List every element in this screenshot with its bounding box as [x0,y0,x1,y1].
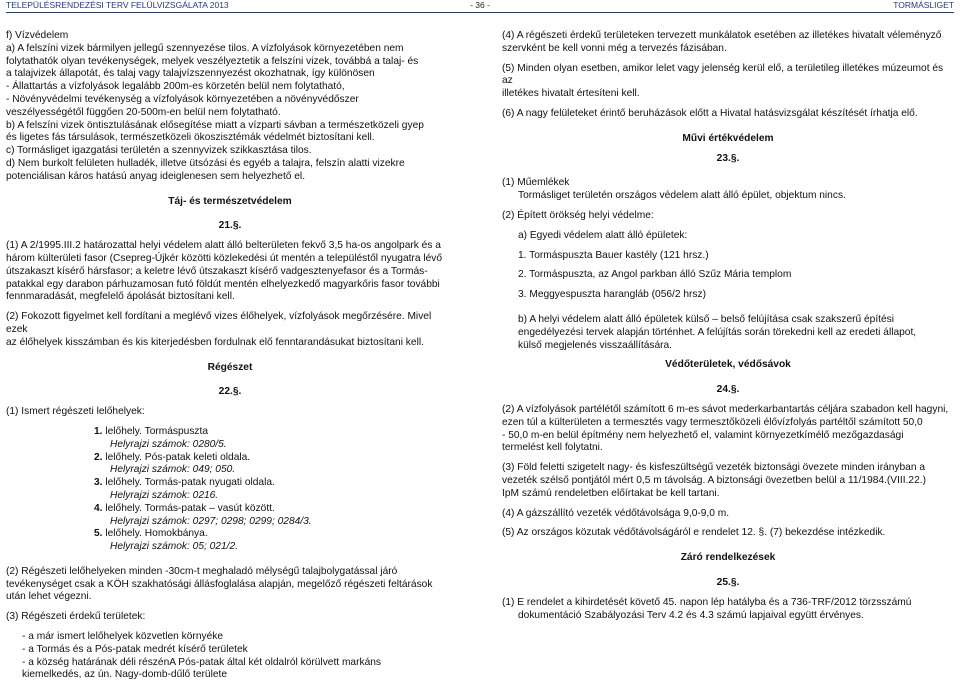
interest-area-item: - a Tormás és a Pós-patak medrét kísérő területek [22,643,248,655]
monuments-line: Tormásliget területén országos védelem alatt álló épület, objektum nincs. [518,190,846,202]
site-plots: Helyrajzi számok: 0280/5. [110,438,227,450]
para-1-line: három külterületi fasor (Csepreg-Újkér közötti közlekedési út mentén a településtől nyugatra lévő [6,252,443,264]
para-a-dash-item: veszélyességétől függően 20-500m-en belül nem folytatható. [6,106,281,118]
header-page-number: - 36 - [470,0,490,10]
section-title-final-provisions: Záró rendelkezések [680,552,776,564]
para-1-line: útszakaszt kísérő hársfasor; a keletre lévő útszakaszt kísérő vadgesztenyefasor és a Tormás- [6,265,428,277]
section-number-21: 21.§. [218,220,242,232]
section-number-25: 25.§. [716,576,740,588]
protected-building: 3. Meggyespuszta harangláb (056/2 hrsz) [518,289,707,301]
para-2b-line: b) A helyi védelem alatt álló épületek külső – belső felújítása csak szakszerű építési [518,313,895,325]
para-1-line: fennmaradását, megfelelő ápolását biztosítani kell. [6,291,235,303]
site-item [94,426,454,439]
para-b-line: és ligetes fás társulások, természetközeli ökoszisztémák védelmét biztosítani kell. [6,132,375,144]
para-a-line: a) A felszíni vizek bármilyen jellegű szennyezése tilos. A vízfolyások környezetében nem [6,42,404,54]
site-plots: Helyrajzi számok: 0216. [110,489,219,501]
site-item [94,452,454,465]
section-title-protection-zones: Védőterületek, védősávok [665,359,791,371]
para-v5-line: (5) Az országos közutak védőtávolságáról e rendelet 12. §. (7) bekezdése intézkedik. [502,527,886,539]
interest-area-item: kiemelkedés, az ún. Nagy-domb-dűlő területe [22,669,227,681]
site-name: lelőhely. Homokbánya. [105,528,208,540]
site-number: 3. [94,477,103,489]
para-a-dash-item: - Állattartás a vízfolyások legalább 200m-es körzetén belül nem folytatható, [6,81,345,93]
local-protection-label: (2) Épített örökség helyi védelme: [502,209,654,221]
site-list [6,426,454,554]
para-v2-line: termelést kell folytatni. [502,442,603,454]
para-2-line: az élőhelyek kisszámban és kis kiterjedésben fordulnak elő fenntarandásukat biztosítani kell. [6,336,424,348]
site-item [94,477,454,490]
para-v2-line: ezen túl a külterületen a termesztés vagy termesztőközeli élővízfolyás partéltől számított 50,0 [502,416,923,428]
para-b-line: b) A felszíni vizek öntisztulásának elősegítése miatt a vízparti sávban a természetközeli gyep [6,119,424,131]
para-d-line: potenciálisan káros hatású anyag ideiglenesen sem helyezhető el. [6,170,306,182]
site-plots: Helyrajzi számok: 05; 021/2. [110,541,238,553]
section-number-24: 24.§. [716,384,740,396]
para-a-line: folytathatók olyan tevékenységek, melyek veszélyeztetik a felszíni vizek, továbbá a talaj- és [6,55,419,67]
protected-buildings-label: a) Egyedi védelem alatt álló épületek: [518,229,688,241]
para-v3-line: vezeték szélső pontjától mért 0,5 m távolság. A biztonsági övezetben belül a 11/1984.(VIII.22.) [502,474,926,486]
site-plots: Helyrajzi számok: 049; 050. [110,464,236,476]
site-name: lelőhely. Tormás-patak – vasút között. [105,502,275,514]
para-z1-line: (1) E rendelet a kihirdetését követő 45. napon lép hatályba és a 736-TRF/2012 törzsszámú [502,596,912,608]
para-d-line: d) Nem burkolt felületen hulladék, illetve ütsózási és egyéb a talajra, felszín alatti vizekre [6,157,405,169]
site-name: lelőhely. Tormáspuszta [105,425,209,437]
para-c-line: c) Tormásliget igazgatási területén a szennyvizek szikkasztása tilos. [6,145,312,157]
subsection-water-protection: f) Vízvédelem [6,30,69,41]
header-document-title: TELEPÜLÉSRENDEZÉSI TERV FELÜLVIZSGÁLATA 2013 [6,0,229,10]
site-number: 1. [94,425,103,437]
section-title-landscape: Táj- és természetvédelem [168,195,292,207]
left-column [6,30,454,682]
para-2b-line: külső megjelenés visszaállítására. [518,339,673,351]
known-sites-label: (1) Ismert régészeti lelőhelyek: [6,406,145,418]
para-a-dash-item: - Növényvédelmi tevékenység a vízfolyások környezetében a növényvédőszer [6,93,359,105]
para-sites2-line: után lehet végezni. [6,591,92,603]
interest-area-item: - a már ismert lelőhelyek közvetlen környéke [22,631,223,643]
para-5-line: illetékes hivatalt értesíteni kell. [502,88,640,100]
para-v3-line: (3) Föld feletti szigetelt nagy- és kisfeszültségű vezeték biztonsági övezete minden irányban a [502,462,926,474]
para-6-line: (6) A nagy felületeket érintő beruházások előtt a Hivatal hatásvizsgálat készítését írhatja elő. [502,107,918,119]
para-1-line: (1) A 2/1995.III.2 határozattal helyi védelem alatt álló belterületen fekvő 3,5 ha-os angolpark és a [6,240,441,252]
protected-building: 1. Tormáspuszta Bauer kastély (121 hrsz.) [518,249,709,261]
section-number-23: 23.§. [716,152,740,164]
protected-building: 2. Tormáspuszta, az Angol parkban álló Szűz Mária templom [518,269,792,281]
site-name: lelőhely. Tormás-patak nyugati oldala. [105,477,275,489]
site-number: 4. [94,502,103,514]
right-column [502,30,954,622]
para-v2-line: (2) A vízfolyások partélétől számított 6 m-es sávot mederkarbantartás céljára szabadon kell hagyni, [502,403,949,415]
para-v2-line: - 50,0 m-en belül építmény nem helyezhető el, valamint környezetkímélő mezőgazdasági [502,429,904,441]
para-4-line: szervként be kell vonni még a tervezés fázisában. [502,42,727,54]
para-v4-line: (4) A gázszállító vezeték védőtávolsága 9,0-9,0 m. [502,507,730,519]
para-v3-line: IpM számú rendeletben előírtakat be kell tartani. [502,487,720,499]
monuments-line: (1) Műemlékek [502,177,570,189]
site-number: 2. [94,451,103,463]
section-title-built-heritage: Művi értékvédelem [682,132,774,144]
header-rule [6,12,954,13]
page-header [6,0,954,11]
site-plots: Helyrajzi számok: 0297; 0298; 0299; 0284/3. [110,515,312,527]
section-title-archaeology: Régészet [207,361,253,373]
para-z1-line: dokumentáció Szabályozási Terv 4.2 és 4.3 számú lapjaival együtt érvényes. [518,609,864,621]
interest-areas-label: (3) Régészeti érdekű területek: [6,611,146,623]
section-number-22: 22.§. [218,386,242,398]
interest-area-item: - a község határának déli részénA Pós-patak által két oldalról körülvett markáns [22,656,382,668]
para-a-line: a talajvizek állapotát, és talaj vagy talajvízszennyezést okozhatnak, így különösen [6,68,375,80]
para-sites2-line: tevékenységet csak a KÖH szakhatósági állásfoglalása alapján, megelőző régészeti feltárások [6,578,433,590]
site-name: lelőhely. Pós-patak keleti oldala. [105,451,251,463]
para-4-line: (4) A régészeti érdekű területeken tervezett munkálatok esetében az illetékes hivatalt véleményző [502,30,942,41]
para-5-line: (5) Minden olyan esetben, amikor lelet vagy jelenség kerül elő, a területileg illetékes múzeumot és az [502,62,944,87]
para-sites2-line: (2) Régészeti lelőhelyeken minden -30cm-t meghaladó mélységű talajbolygatással járó [6,565,398,577]
header-settlement: TORMÁSLIGET [893,0,954,10]
site-item [94,503,454,516]
para-1-line: patakkal egy darabon párhuzamosan futó földút mentén elhelyezkedő magyarkőris fasor további [6,278,440,290]
site-item [94,528,454,541]
para-2b-line: engedélyezési tervek alapján történhet. A felújítás során törekedni kell az eredeti állapot, [518,326,917,338]
para-2-line: (2) Fokozott figyelmet kell fordítani a meglévő vizes élőhelyek, vízfolyások megőrzésére. Mivel ezek [6,311,432,335]
site-number: 5. [94,528,103,540]
